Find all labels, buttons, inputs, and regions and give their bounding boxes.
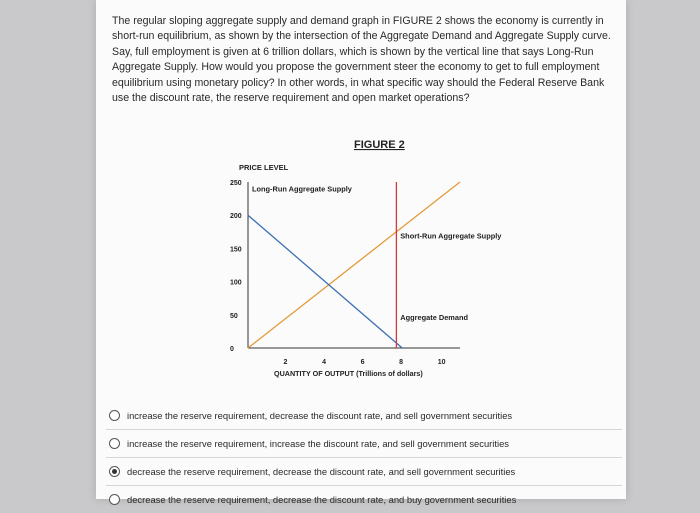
question-card xyxy=(96,0,626,505)
y-tick-label: 200 xyxy=(230,213,242,221)
radio-button[interactable] xyxy=(109,494,120,505)
y-tick-label: 0 xyxy=(230,346,234,353)
y-tick-label: 50 xyxy=(230,312,238,320)
y-tick-label: 250 xyxy=(230,180,242,187)
answer-option-label: increase the reserve requirement, increase the discount rate, and sell government securities xyxy=(127,438,509,449)
x-tick-label: 8 xyxy=(399,359,404,366)
radio-button[interactable] xyxy=(109,410,120,421)
answer-option[interactable] xyxy=(106,429,622,457)
radio-button[interactable] xyxy=(109,466,120,477)
chart-title: FIGURE 2 xyxy=(354,139,405,151)
answer-option[interactable] xyxy=(106,457,622,485)
y-axis-label: PRICE LEVEL xyxy=(239,163,289,172)
x-tick-label: 2 xyxy=(283,359,288,366)
x-tick-label: 10 xyxy=(437,359,446,366)
series-line xyxy=(248,182,460,348)
x-axis-label: QUANTITY OF OUTPUT (Trillions of dollars) xyxy=(274,369,423,378)
answer-option[interactable] xyxy=(106,402,622,429)
answer-option-label: decrease the reserve requirement, decrease the discount rate, and sell government securities xyxy=(127,466,516,477)
radio-button[interactable] xyxy=(109,438,120,449)
x-tick-label: 6 xyxy=(360,359,365,366)
answer-options xyxy=(106,402,622,513)
y-tick-label: 100 xyxy=(230,279,242,287)
x-tick-label: 4 xyxy=(322,359,326,366)
question-text: The regular sloping aggregate supply and demand graph in FIGURE 2 shows the economy is currently in short-run equilibrium, as shown by the intersection of the Aggregate Demand and Aggregate Supply curve. Say, full employment is given at 6 trillion dollars, which is shown by the vertical line that says Long-Run Aggregate Supply. How would you propose the government steer the economy to get to full employment equilibrium using monetary policy? In other words, in what specific way should the Federal Reserve Bank use the discount rate, the reserve requirement and open market operations? xyxy=(112,15,611,105)
series-line xyxy=(248,215,402,348)
y-tick-label: 150 xyxy=(230,246,242,254)
series-label: Long-Run Aggregate Supply xyxy=(252,184,352,194)
answer-option-label: decrease the reserve requirement, decrease the discount rate, and buy government securities xyxy=(127,494,517,505)
series-label: Short-Run Aggregate Supply xyxy=(400,231,502,241)
figure-2-chart xyxy=(96,130,626,380)
series-label: Aggregate Demand xyxy=(400,313,469,323)
answer-option-label: increase the reserve requirement, decrease the discount rate, and sell government securities xyxy=(127,410,513,421)
answer-option[interactable] xyxy=(106,485,622,513)
